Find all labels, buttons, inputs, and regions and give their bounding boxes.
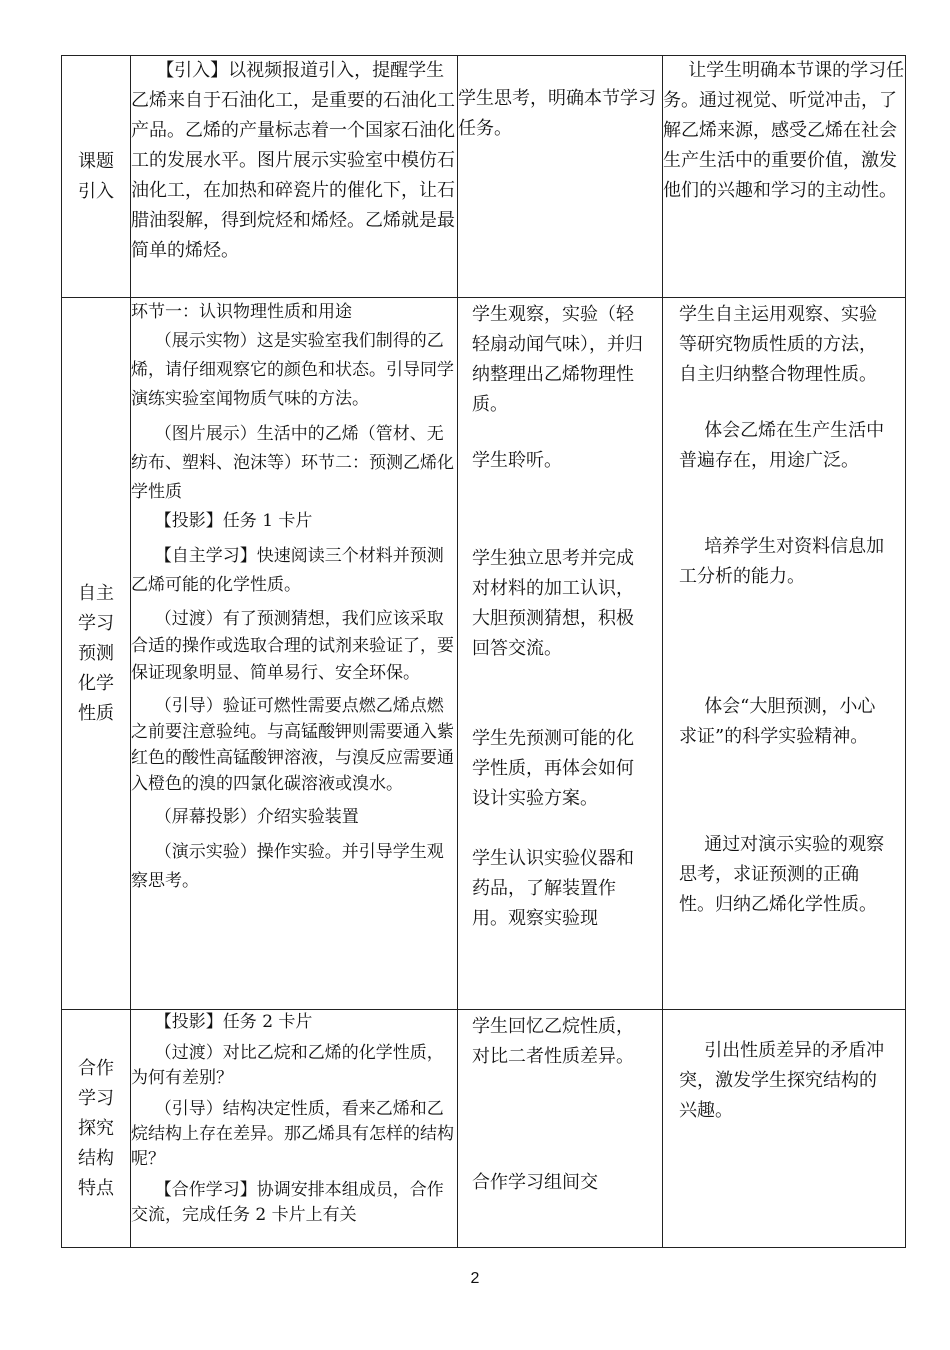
- stage-cell: 自主学习预测化学性质: [62, 298, 131, 1010]
- teacher-paragraph: （图片展示）生活中的乙烯（管材、无纺布、塑料、泡沫等）环节二：预测乙烯化学性质: [131, 424, 454, 502]
- intent-paragraph: 体会“大胆预测，小心求证”的科学实验精神。: [679, 696, 876, 747]
- design-intent-cell: [663, 1010, 906, 1248]
- lesson-plan-table: [61, 55, 906, 1248]
- student-paragraph: 学生思考，明确本节学习任务。: [458, 88, 656, 139]
- intent-paragraph: 培养学生对资料信息加工分析的能力。: [679, 536, 885, 587]
- teacher-paragraph: 【投影】任务 2 卡片: [154, 1012, 313, 1032]
- student-paragraph: 学生观察，实验（轻轻扇动闻气味），并归纳整理出乙烯物理性质。: [472, 304, 643, 415]
- teacher-paragraph: （过渡）对比乙烷和乙烯的化学性质，为何有差别？: [131, 1043, 444, 1088]
- student-paragraph: 合作学习组间交: [472, 1172, 598, 1193]
- teacher-paragraph: 【投影】任务 1 卡片: [154, 511, 313, 531]
- design-intent-cell: [663, 298, 906, 1010]
- table-row: [62, 56, 906, 298]
- teacher-paragraph: 【合作学习】协调安排本组成员，合作交流，完成任务 2 卡片上有关: [131, 1180, 444, 1225]
- student-activity-cell: [458, 1010, 663, 1248]
- teacher-paragraph: 【自主学习】快速阅读三个材料并预测乙烯可能的化学性质。: [131, 546, 444, 595]
- stage-cell: 课题引入: [62, 56, 131, 298]
- student-activity-cell: [458, 56, 663, 298]
- table-row: [62, 298, 906, 1010]
- teacher-paragraph: 环节一：认识物理性质和用途: [131, 302, 352, 322]
- intent-paragraph: 通过对演示实验的观察思考，求证预测的正确性。归纳乙烯化学性质。: [679, 834, 885, 915]
- intent-paragraph: 让学生明确本节课的学习任务。通过视觉、听觉冲击，了解乙烯来源，感受乙烯在社会生产生活中的重要价值，激发他们的兴趣和学习的主动性。: [663, 60, 905, 201]
- teacher-paragraph: （引导）验证可燃性需要点燃乙烯点燃之前要注意验纯。与高锰酸钾则需要通入紫红色的酸性高锰酸钾溶液，与溴反应需要通入橙色的溴的四氯化碳溶液或溴水。: [131, 696, 454, 794]
- student-activity-cell: [458, 298, 663, 1010]
- teacher-paragraph: 【引入】以视频报道引入，提醒学生乙烯来自于石油化工，是重要的石油化工产品。乙烯的产量标志着一个国家石油化工的发展水平。图片展示实验室中模仿石油化工，在加热和碎瓷片的催化下，让石腊油裂解，得到烷烃和烯烃。乙烯就是最简单的烯烃。: [131, 60, 455, 261]
- stage-cell: 合作学习探究结构特点: [62, 1010, 131, 1248]
- student-paragraph: 学生认识实验仪器和药品，了解装置作用。观察实验现: [472, 848, 634, 929]
- intent-paragraph: 引出性质差异的矛盾冲突，激发学生探究结构的兴趣。: [679, 1040, 885, 1121]
- table-row: [62, 1010, 906, 1248]
- student-paragraph: 学生独立思考并完成对材料的加工认识，大胆预测猜想，积极回答交流。: [472, 548, 634, 659]
- student-paragraph: 学生聆听。: [472, 450, 562, 471]
- teacher-paragraph: （屏幕投影）介绍实验装置: [154, 807, 359, 827]
- teacher-activity-cell: [131, 1010, 458, 1248]
- intent-paragraph: 学生自主运用观察、实验等研究物质性质的方法，自主归纳整合物理性质。: [679, 304, 877, 385]
- teacher-paragraph: （过渡）有了预测猜想，我们应该采取合适的操作或选取合理的试剂来验证了，要保证现象明显、简单易行、安全环保。: [131, 609, 454, 683]
- intent-paragraph: 体会乙烯在生产生活中普遍存在，用途广泛。: [679, 420, 885, 471]
- teacher-paragraph: （引导）结构决定性质，看来乙烯和乙烷结构上存在差异。那乙烯具有怎样的结构呢？: [131, 1099, 454, 1169]
- page-number: 2: [470, 1270, 480, 1287]
- teacher-paragraph: （展示实物）这是实验室我们制得的乙烯，请仔细观察它的颜色和状态。引导同学演练实验室闻物质气味的方法。: [131, 331, 454, 409]
- student-paragraph: 学生回忆乙烷性质，对比二者性质差异。: [472, 1016, 634, 1067]
- teacher-activity-cell: [131, 56, 458, 298]
- student-paragraph: 学生先预测可能的化学性质，再体会如何设计实验方案。: [472, 728, 634, 809]
- design-intent-cell: [663, 56, 906, 298]
- teacher-paragraph: （演示实验）操作实验。并引导学生观察思考。: [131, 842, 444, 891]
- teacher-activity-cell: [131, 298, 458, 1010]
